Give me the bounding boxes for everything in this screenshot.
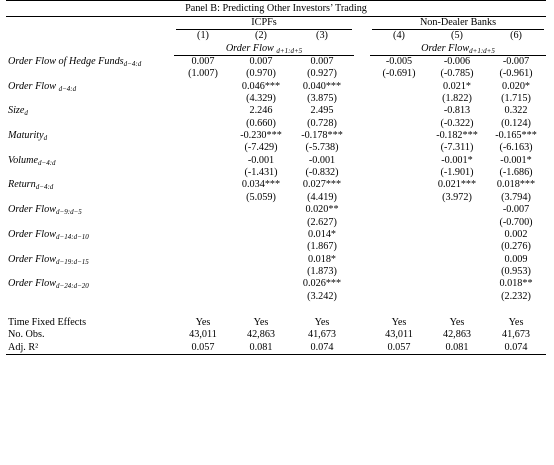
coef-cell (370, 130, 428, 142)
coef-cell: -0.182*** (436, 130, 478, 142)
coef-cell (174, 81, 232, 93)
coef-cell: 0.034*** (241, 179, 281, 191)
footer-value: Yes (314, 316, 330, 328)
coef-cell (370, 278, 428, 290)
t-stat-cell: (4.329) (246, 93, 276, 105)
t-stat-cell (174, 118, 232, 130)
row-label: Order Flow of Hedge Funds$_{d-4:d}$ (8, 55, 142, 68)
t-stat-cell: (0.660) (246, 117, 276, 129)
col-number-6: (6) (510, 30, 522, 42)
footer-row (6, 342, 546, 355)
footer-value: 0.081 (232, 342, 290, 355)
coef-cell: 0.018** (499, 278, 533, 290)
coef-cell (428, 229, 486, 241)
t-stat-cell: (3.794) (501, 191, 531, 203)
t-stat-cell: (-1.901) (440, 167, 474, 179)
coef-cell: -0.001* (441, 154, 473, 166)
t-stat-cell (232, 241, 290, 253)
t-stat-cell: (0.124) (501, 117, 531, 129)
coef-cell: -0.001* (500, 154, 532, 166)
footer-value: 41,673 (307, 329, 336, 341)
row-label: Order Flow$_{d-24:d-20}$ (8, 278, 89, 291)
coef-cell: 2.495 (310, 105, 334, 117)
coef-cell: 0.007 (191, 56, 215, 68)
col-number-5: (5) (451, 30, 463, 42)
table-row (6, 241, 546, 253)
footer-value: 43,011 (189, 329, 217, 341)
coef-cell: 0.002 (504, 228, 528, 240)
footer-value: 41,673 (502, 329, 531, 341)
t-stat-cell (370, 93, 428, 105)
t-stat-cell (174, 142, 232, 154)
footer-value: Yes (449, 316, 465, 328)
coef-cell: 0.026*** (302, 278, 342, 290)
t-stat-cell (370, 217, 428, 229)
t-stat-cell: (-0.785) (440, 68, 474, 80)
coef-cell (370, 179, 428, 191)
t-stat-cell: (-7.311) (440, 142, 474, 154)
footer-row (6, 329, 546, 341)
t-stat-cell: (0.970) (246, 68, 276, 80)
coef-cell: 0.020** (305, 204, 339, 216)
dependent-variable-row (6, 43, 546, 56)
coef-cell: 0.007 (249, 56, 273, 68)
t-stat-cell: (5.059) (246, 191, 276, 203)
t-stat-cell: (-1.686) (499, 167, 533, 179)
footer-row (6, 317, 546, 329)
t-stat-cell: (-0.691) (382, 68, 416, 80)
coef-cell: 0.009 (504, 253, 528, 265)
coef-cell (174, 204, 232, 216)
row-label: Order Flow $_{d-4:d}$ (8, 80, 77, 93)
row-label: Order Flow$_{d-19:d-15}$ (8, 253, 89, 266)
t-stat-cell (174, 266, 232, 278)
coef-cell: -0.178*** (301, 130, 343, 142)
table-row (6, 118, 546, 130)
coef-cell (370, 229, 428, 241)
coef-cell: 0.021*** (437, 179, 477, 191)
col-number-2: (2) (255, 30, 267, 42)
t-stat-cell (232, 266, 290, 278)
coef-cell: 0.046*** (241, 80, 281, 92)
t-stat-cell: (-0.961) (499, 68, 533, 80)
table-row (6, 179, 546, 191)
table-row (6, 93, 546, 105)
group-icpfs-label: ICPFs (176, 17, 352, 30)
dep-var-left: Order Flow $_{d+1:d+5}$ (174, 43, 354, 56)
t-stat-cell: (-0.832) (305, 167, 339, 179)
t-stat-cell (174, 167, 232, 179)
t-stat-cell: (1.867) (307, 241, 337, 253)
coef-cell (174, 278, 232, 290)
coef-cell: 0.021* (442, 80, 471, 92)
coef-cell: -0.001 (308, 154, 336, 166)
t-stat-cell (232, 291, 290, 303)
footer-value: 0.074 (486, 342, 546, 355)
group-non-dealer-banks (370, 17, 546, 31)
coef-cell: 0.018*** (496, 179, 536, 191)
coef-cell: 0.020* (502, 80, 531, 92)
t-stat-cell (174, 217, 232, 229)
table-row (6, 229, 546, 241)
t-stat-cell: (3.875) (307, 93, 337, 105)
t-stat-cell: (-6.163) (499, 142, 533, 154)
group-non-dealer-banks-label: Non-Dealer Banks (372, 17, 544, 30)
coef-cell: 0.040*** (302, 80, 342, 92)
footer-value: Yes (391, 316, 407, 328)
table-row (6, 217, 546, 229)
table-row (6, 266, 546, 278)
coef-cell (370, 105, 428, 117)
table-row (6, 204, 546, 216)
col-number-3: (3) (316, 30, 328, 42)
row-label: Return$_{d-4:d}$ (8, 179, 54, 192)
t-stat-cell (428, 291, 486, 303)
coef-cell: 0.007 (310, 56, 334, 68)
t-stat-cell (370, 192, 428, 204)
row-label: Order Flow$_{d-14:d-10}$ (8, 228, 89, 241)
col-number-4: (4) (393, 30, 405, 42)
table-row (6, 192, 546, 204)
footer-value: 0.057 (174, 342, 232, 355)
t-stat-cell: (-7.429) (244, 142, 278, 154)
coef-cell (174, 130, 232, 142)
footer-value: Yes (508, 316, 524, 328)
coef-cell (232, 204, 290, 216)
t-stat-cell: (0.728) (307, 117, 337, 129)
t-stat-cell (428, 266, 486, 278)
row-label: Order Flow$_{d-9:d-5}$ (8, 204, 82, 217)
t-stat-cell: (2.627) (307, 216, 337, 228)
coef-cell: 2.246 (249, 105, 273, 117)
t-stat-cell: (0.276) (501, 241, 531, 253)
footer-value: Yes (195, 316, 211, 328)
coef-cell: -0.165*** (495, 130, 537, 142)
coef-cell: -0.007 (502, 204, 530, 216)
t-stat-cell (370, 118, 428, 130)
dep-var-right: Order Flow$_{d+1:d+5}$ (370, 43, 546, 56)
t-stat-cell: (1.873) (307, 265, 337, 277)
footer-value: 0.081 (428, 342, 486, 355)
footer-value: Yes (253, 316, 269, 328)
t-stat-cell (174, 291, 232, 303)
footer-value: 0.057 (370, 342, 428, 355)
t-stat-cell (174, 93, 232, 105)
coef-cell: -0.005 (385, 56, 413, 68)
coef-cell (174, 105, 232, 117)
coef-cell: -0.001 (247, 154, 275, 166)
footer-value: 42,863 (442, 329, 471, 341)
panel-title: Panel B: Predicting Other Investors’ Trading (6, 1, 546, 17)
coef-cell (428, 204, 486, 216)
group-header-row (6, 17, 546, 31)
column-number-row (6, 30, 546, 42)
coef-cell: -0.230*** (240, 130, 282, 142)
table-row (6, 142, 546, 154)
t-stat-cell (370, 142, 428, 154)
col-number-1: (1) (197, 30, 209, 42)
t-stat-cell (370, 291, 428, 303)
t-stat-cell: (1.007) (188, 68, 218, 80)
footer-label: Adj. R² (6, 342, 174, 355)
table-row (6, 155, 546, 167)
t-stat-cell: (-0.322) (440, 117, 474, 129)
footer-value: 0.074 (290, 342, 354, 355)
t-stat-cell (370, 266, 428, 278)
t-stat-cell (428, 217, 486, 229)
coef-cell: -0.813 (443, 105, 471, 117)
coef-cell (174, 155, 232, 167)
coef-cell: 0.027*** (302, 179, 342, 191)
t-stat-cell: (-0.700) (499, 216, 533, 228)
table-row (6, 68, 546, 80)
t-stat-cell (370, 241, 428, 253)
t-stat-cell: (4.419) (307, 191, 337, 203)
coef-cell (174, 179, 232, 191)
row-label: Volume$_{d-4:d}$ (8, 154, 56, 167)
panel-title-row (6, 1, 546, 17)
t-stat-cell: (3.972) (442, 191, 472, 203)
footer-value: 43,011 (385, 329, 413, 341)
t-stat-cell (174, 192, 232, 204)
table-row (6, 56, 546, 69)
coef-cell (174, 254, 232, 266)
row-label: Size$_d$ (8, 105, 28, 118)
t-stat-cell (428, 241, 486, 253)
t-stat-cell: (-1.431) (244, 167, 278, 179)
coef-cell (174, 229, 232, 241)
t-stat-cell: (-5.738) (305, 142, 339, 154)
coef-cell (370, 204, 428, 216)
table-row (6, 105, 546, 117)
coef-cell (370, 81, 428, 93)
coef-cell: -0.007 (502, 56, 530, 68)
regression-table (6, 0, 546, 355)
table-body (6, 1, 546, 355)
table-row (6, 167, 546, 179)
t-stat-cell: (0.953) (501, 265, 531, 277)
table-row (6, 291, 546, 303)
t-stat-cell (174, 241, 232, 253)
coef-cell: -0.006 (443, 56, 471, 68)
coef-cell (232, 278, 290, 290)
t-stat-cell (232, 217, 290, 229)
t-stat-cell: (1.715) (501, 93, 531, 105)
footer-value: 42,863 (246, 329, 275, 341)
t-stat-cell: (3.242) (307, 290, 337, 302)
coef-cell: 0.014* (307, 228, 336, 240)
table-row (6, 278, 546, 290)
t-stat-cell (370, 167, 428, 179)
footer-label: Time Fixed Effects (8, 316, 87, 328)
coef-cell: 0.322 (504, 105, 528, 117)
table-row (6, 130, 546, 142)
coef-cell (428, 278, 486, 290)
coef-cell (370, 155, 428, 167)
coef-cell (428, 254, 486, 266)
coef-cell (232, 229, 290, 241)
table-row (6, 81, 546, 93)
t-stat-cell: (2.232) (501, 290, 531, 302)
t-stat-cell: (1.822) (442, 93, 472, 105)
table-row (6, 254, 546, 266)
t-stat-cell: (0.927) (307, 68, 337, 80)
row-label: Maturity$_d$ (8, 130, 48, 143)
coef-cell: 0.018* (307, 253, 336, 265)
coef-cell (232, 254, 290, 266)
group-icpfs (174, 17, 354, 31)
coef-cell (370, 254, 428, 266)
footer-label: No. Obs. (8, 329, 45, 341)
